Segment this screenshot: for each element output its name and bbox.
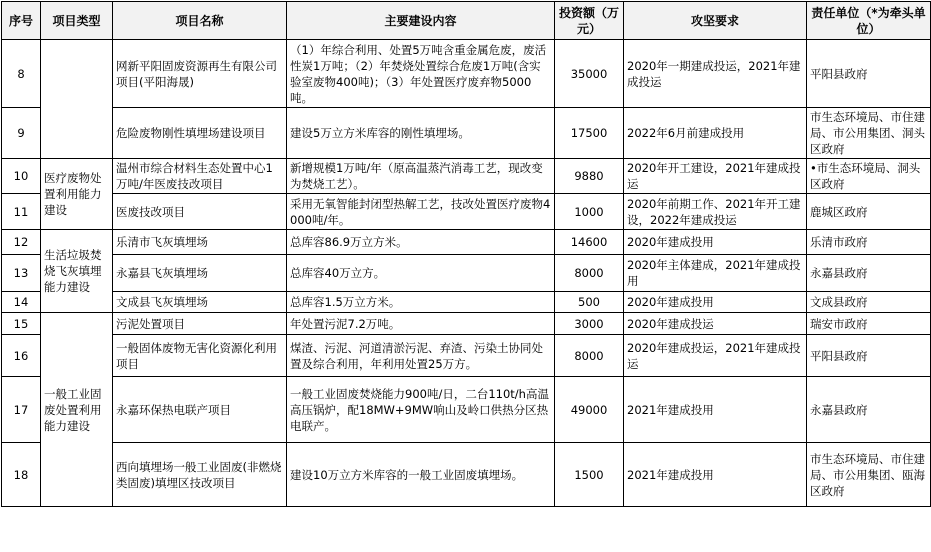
row-content: 一般工业固废焚烧能力900吨/日，二台110t/h高温高压锅炉，配18MW+9MW响山及岭口供热分区热电联产。 [287,377,555,443]
header-content: 主要建设内容 [287,2,555,40]
header-requirement: 攻坚要求 [624,2,807,40]
header-type: 项目类型 [41,2,113,40]
row-content: （1）年综合利用、处置5万吨含重金属危废，废活性炭1万吨；（2）年焚烧处置综合危废1万吨(含实验室废物400吨)；（3）年处置医疗废弃物5000吨。 [287,40,555,108]
header-row [2,2,931,40]
row-unit: 永嘉县政府 [807,377,931,443]
row-investment: 8000 [555,255,624,292]
row-content: 总库容40万立方。 [287,255,555,292]
row-unit: 瑞安市政府 [807,313,931,335]
row-unit: •市生态环境局、洞头区政府 [807,159,931,194]
row-name: 温州市综合材料生态处置中心1万吨/年医废技改项目 [113,159,287,194]
row-no: 8 [2,40,41,108]
row-investment: 14600 [555,230,624,255]
row-name: 西向填埋场一般工业固废(非燃烧类固废)填埋区技改项目 [113,443,287,507]
row-no: 10 [2,159,41,194]
group-industrial: 一般工业固废处置利用能力建设 [41,313,113,507]
row-unit: 永嘉县政府 [807,255,931,292]
table-row [2,292,931,313]
table-row [2,159,931,194]
table-row [2,230,931,255]
row-requirement: 2020年一期建成投运，2021年建成投运 [624,40,807,108]
row-unit: 乐清市政府 [807,230,931,255]
row-content: 新增规模1万吨/年（原高温蒸汽消毒工艺，现改变为焚烧工艺）。 [287,159,555,194]
row-no: 16 [2,335,41,377]
row-requirement: 2020年建成投用 [624,230,807,255]
row-name: 乐清市飞灰填埋场 [113,230,287,255]
row-no: 15 [2,313,41,335]
row-requirement: 2021年建成投用 [624,377,807,443]
row-investment: 1500 [555,443,624,507]
header-no: 序号 [2,2,41,40]
row-content: 煤渣、污泥、河道清淤污泥、弃渣、污染土协同处置及综合利用，年利用处置25万方。 [287,335,555,377]
row-no: 12 [2,230,41,255]
row-investment: 3000 [555,313,624,335]
row-requirement: 2020年开工建设，2021年建成投运 [624,159,807,194]
row-unit: 鹿城区政府 [807,194,931,230]
group-flyash: 生活垃圾焚烧飞灰填埋能力建设 [41,230,113,313]
row-requirement: 2022年6月前建成投用 [624,108,807,159]
row-name: 医废技改项目 [113,194,287,230]
row-unit: 文成县政府 [807,292,931,313]
row-no: 11 [2,194,41,230]
table-row [2,255,931,292]
row-name: 永嘉县飞灰填埋场 [113,255,287,292]
row-unit: 市生态环境局、市住建局、市公用集团、瓯海区政府 [807,443,931,507]
row-content: 总库容86.9万立方米。 [287,230,555,255]
row-name: 永嘉环保热电联产项目 [113,377,287,443]
table-row [2,313,931,335]
row-name: 一般固体废物无害化资源化利用项目 [113,335,287,377]
row-content: 总库容1.5万立方米。 [287,292,555,313]
row-unit: 平阳县政府 [807,40,931,108]
row-requirement: 2021年建成投用 [624,443,807,507]
row-investment: 49000 [555,377,624,443]
row-name: 危险废物刚性填埋场建设项目 [113,108,287,159]
row-content: 年处置污泥7.2万吨。 [287,313,555,335]
table-row [2,194,931,230]
row-requirement: 2020年建成投运，2021年建成投运 [624,335,807,377]
table-row [2,443,931,507]
row-investment: 8000 [555,335,624,377]
row-content: 建设10万立方米库容的一般工业固废填埋场。 [287,443,555,507]
project-table [1,1,931,507]
header-name: 项目名称 [113,2,287,40]
header-unit: 责任单位（*为牵头单位） [807,2,931,40]
row-unit: 平阳县政府 [807,335,931,377]
row-investment: 9880 [555,159,624,194]
row-no: 13 [2,255,41,292]
row-requirement: 2020年前期工作、2021年开工建设，2022年建成投运 [624,194,807,230]
row-requirement: 2020年主体建成，2021年建成投用 [624,255,807,292]
row-requirement: 2020年建成投用 [624,292,807,313]
row-no: 9 [2,108,41,159]
row-no: 18 [2,443,41,507]
row-investment: 1000 [555,194,624,230]
row-name: 网新平阳固废资源再生有限公司项目(平阳海晟) [113,40,287,108]
row-investment: 35000 [555,40,624,108]
table-row [2,377,931,443]
row-content: 采用无氧智能封闭型热解工艺，技改处置医疗废物4000吨/年。 [287,194,555,230]
group-medical: 医疗废物处置利用能力建设 [41,159,113,230]
table-row [2,40,931,108]
row-unit: 市生态环境局、市住建局、市公用集团、洞头区政府 [807,108,931,159]
type-cell-empty [41,40,113,159]
header-investment: 投资额（万元） [555,2,624,40]
row-name: 文成县飞灰填埋场 [113,292,287,313]
row-no: 17 [2,377,41,443]
row-name: 污泥处置项目 [113,313,287,335]
row-investment: 17500 [555,108,624,159]
row-requirement: 2020年建成投运 [624,313,807,335]
table-row [2,335,931,377]
row-no: 14 [2,292,41,313]
row-content: 建设5万立方米库容的刚性填埋场。 [287,108,555,159]
row-investment: 500 [555,292,624,313]
table-row [2,108,931,159]
